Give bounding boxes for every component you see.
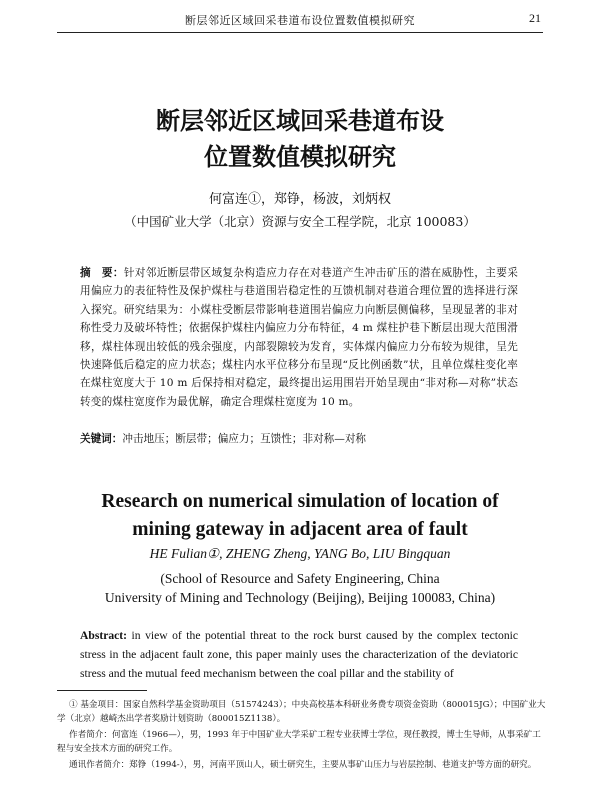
footnote-divider bbox=[57, 690, 147, 691]
english-title bbox=[0, 488, 600, 544]
chinese-title bbox=[0, 103, 600, 175]
english-abstract-label: Abstract: bbox=[80, 629, 128, 642]
english-title-line-2: mining gateway in adjacent area of fault bbox=[132, 519, 468, 540]
chinese-title-line-2: 位置数值模拟研究 bbox=[204, 143, 396, 171]
english-title-line-1: Research on numerical simulation of location of bbox=[101, 491, 499, 512]
chinese-title-line-1: 断层邻近区域回采巷道布设 bbox=[156, 107, 444, 135]
chinese-abstract-label: 摘 要： bbox=[80, 267, 124, 279]
chinese-abstract bbox=[80, 264, 518, 411]
chinese-keywords-label: 关键词： bbox=[80, 433, 123, 445]
page-number: 21 bbox=[529, 11, 541, 25]
chinese-keywords-text: 冲击地压；断层带；偏应力；互馈性；非对称—对称 bbox=[122, 433, 367, 445]
footnote-corresponding: 通讯作者简介：郑铮（1994-），男，河南平顶山人，硕士研究生，主要从事矿山压力与岩层控制、巷道支护等方面的研究。 bbox=[69, 760, 537, 770]
english-abstract bbox=[80, 626, 518, 683]
english-affiliation bbox=[0, 569, 600, 607]
running-header bbox=[57, 8, 543, 33]
footnote-fund: ① 基金项目：国家自然科学基金资助项目（51574243）；中央高校基本科研业务费专项资金资助（800015JG）；中国矿业大学（北京）越崎杰出学者奖励计划资助（800015Z1138）。 bbox=[57, 700, 546, 724]
chinese-abstract-text: 针对邻近断层带区域复杂构造应力存在对巷道产生冲击矿压的潜在威胁性，主要采用偏应力的表征特性及保护煤柱与巷道围岩稳定性的互馈机制对巷道合理位置的选择进行深入探究。研究结果为：小煤柱受断层带影响巷道围岩偏应力向断层侧偏移，呈现显著的非对称性受力及破坏特性；依据保护煤柱内偏应力分布特征，4 m 煤柱护巷下断层出现大范围滑移，煤柱体现出较低的残余强度，内部裂隙较为发育，实体煤内偏应力分布较为规律，呈先快速降低后稳定的应力状态；煤柱内水平位移分布呈现“反比例函数”状，且单位煤柱变化率在煤柱宽度大于 10 m 后保持相对稳定，最终提出运用围岩开始呈现由“非对称—对称”状态转变的煤柱宽度作为最优解，确定合理煤柱宽度为 10 m。 bbox=[80, 267, 518, 408]
chinese-affiliation: （中国矿业大学（北京）资源与安全工程学院，北京 100083） bbox=[124, 214, 476, 229]
english-abstract-text: in view of the potential threat to the rock burst caused by the complex tectonic stress in the adjacent fault zone, this paper mainly uses the characterization of the deviatoric stress and the mutual feed mechanism between the coal pillar and the stability of bbox=[80, 629, 518, 680]
english-affiliation-line-2: University of Mining and Technology (Beijing), Beijing 100083, China) bbox=[104, 590, 496, 605]
footnotes bbox=[57, 698, 547, 774]
chinese-authors: 何富连①，郑铮，杨波，刘炳权 bbox=[208, 192, 391, 207]
english-authors: HE Fulian①, ZHENG Zheng, YANG Bo, LIU Bingquan bbox=[149, 546, 451, 561]
footnote-author: 作者简介：何富连（1966—），男，1993 年于中国矿业大学采矿工程专业获博士学位，现任教授，博士生导师，从事采矿工程与安全技术方面的研究工作。 bbox=[57, 730, 541, 754]
running-title: 断层邻近区域回采巷道布设位置数值模拟研究 bbox=[185, 14, 415, 27]
english-affiliation-line-1: (School of Resource and Safety Engineering, China bbox=[160, 571, 440, 586]
chinese-keywords bbox=[80, 431, 518, 446]
